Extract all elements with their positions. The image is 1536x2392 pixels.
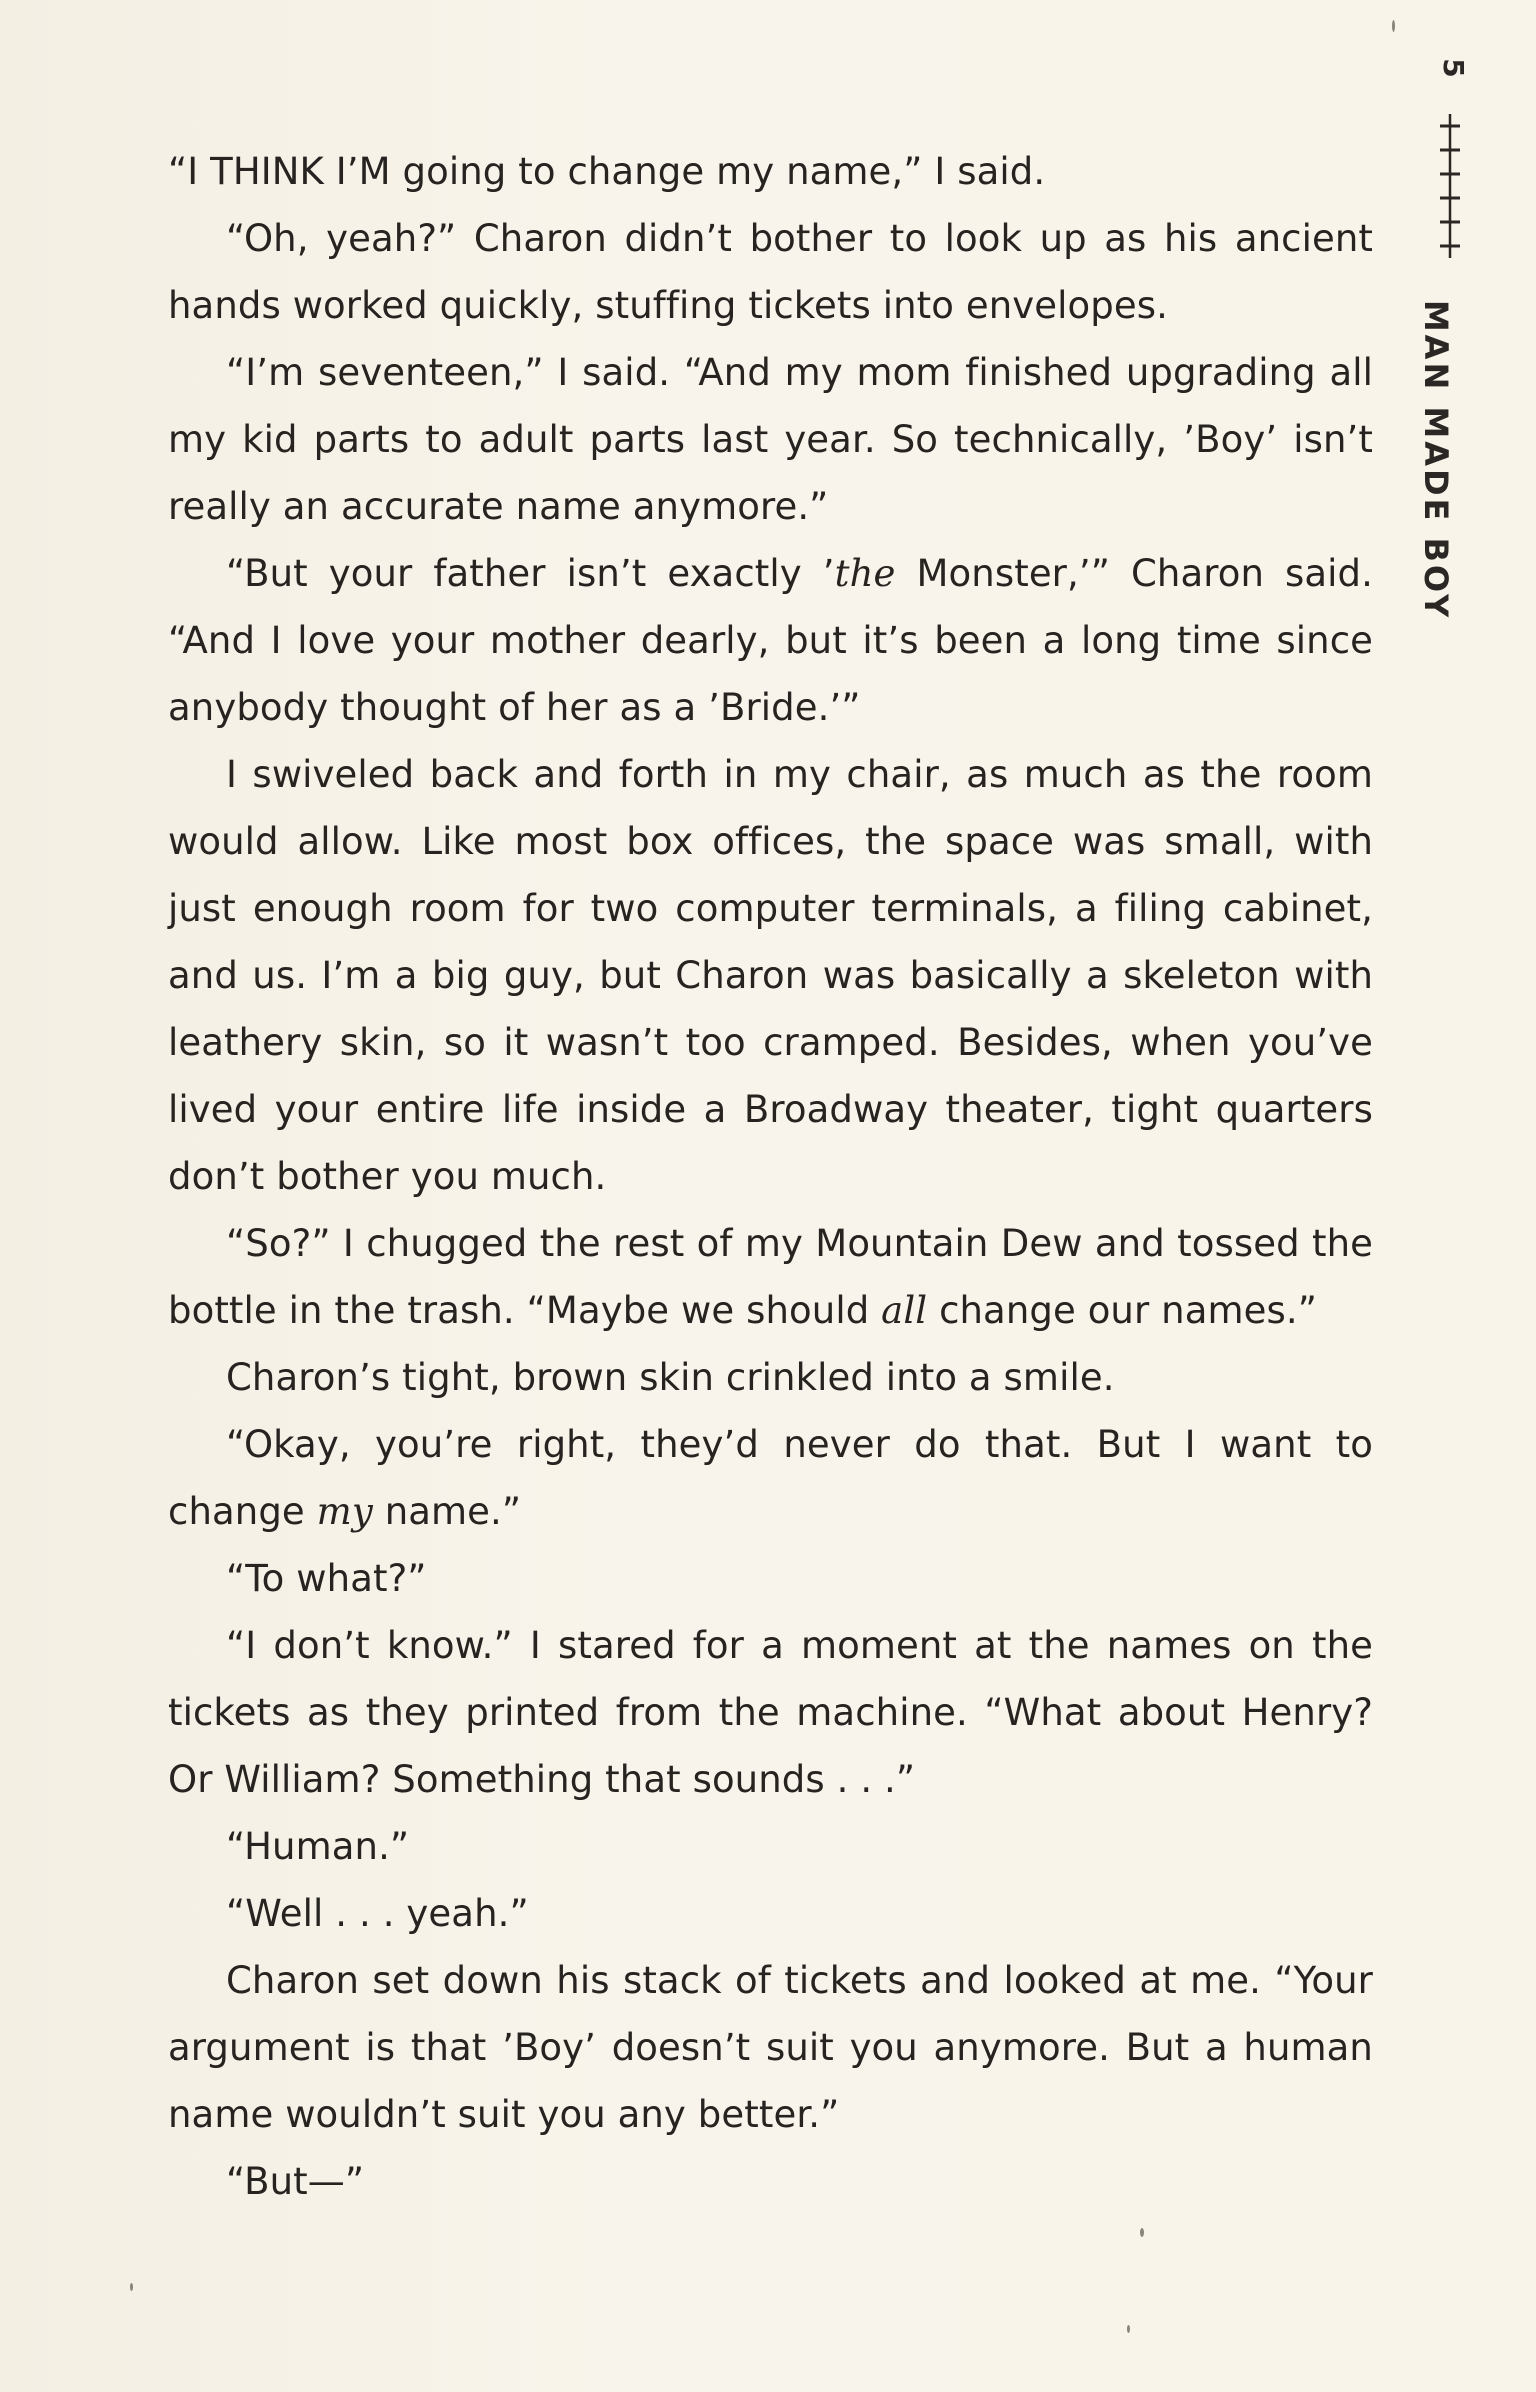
paper-speck [1140, 2228, 1144, 2237]
page-number: 5 [1437, 58, 1470, 78]
paper-speck [130, 2283, 133, 2291]
paragraph-text: change our names.” [927, 1289, 1317, 1332]
ornament-divider-icon [1420, 112, 1480, 260]
paragraph: “Human.” [226, 1825, 410, 1868]
paragraph: “I’m seventeen,” I said. “And my mom finished upgrading all my kid parts to adult parts last year. So technically, ’Boy’ isn’t really an accurate name anymore.” [168, 351, 1373, 528]
paragraph [168, 1210, 1373, 1344]
paper-speck [1127, 2325, 1130, 2333]
running-head-book-title: MAN MADE BOY [1417, 299, 1455, 621]
paragraph: “But—” [226, 2160, 365, 2203]
body-text [168, 138, 1373, 2215]
paragraph-text: name.” [372, 1490, 522, 1533]
paragraph [168, 1411, 1373, 1545]
paragraph: “I THINK I’M going to change my name,” I said. [168, 150, 1046, 193]
paragraph-text: “So?” I chugged the rest of my Mountain Dew and tossed the bottle in the trash. “Maybe we should [168, 1222, 1373, 1332]
paper-speck [1392, 20, 1395, 32]
paragraph: Charon set down his stack of tickets and looked at me. “Your argument is that ’Boy’ doesn’t suit you anymore. But a human name wouldn’t suit you any better.” [168, 1959, 1373, 2136]
paragraph-text: “But your father isn’t exactly ’ [226, 552, 835, 595]
paragraph [168, 540, 1373, 741]
paragraph: “To what?” [226, 1557, 427, 1600]
paragraph: I swiveled back and forth in my chair, as much as the room would allow. Like most box offices, the space was small, with just enough room for two computer terminals, a filing cabinet, and us. I’m a big guy, but Charon was basically a skeleton with leathery skin, so it wasn’t too cramped. Besides, when you’ve lived your entire life inside a Broadway theater, tight quarters don’t bother you much. [168, 753, 1373, 1198]
paragraph: “I don’t know.” I stared for a moment at the names on the tickets as they printed from the machine. “What about Henry? Or William? Something that sounds . . .” [168, 1624, 1373, 1801]
paragraph: “Oh, yeah?” Charon didn’t bother to look up as his ancient hands worked quickly, stuffing tickets into envelopes. [168, 217, 1373, 327]
paragraph-text: Monster,’” Charon said. “And I love your mother dearly, but it’s been a long time since anybody thought of her as a ’Bride.’” [168, 552, 1373, 729]
emphasis: all [881, 1289, 928, 1332]
paragraph: “Well . . . yeah.” [226, 1892, 529, 1935]
emphasis: the [834, 552, 896, 595]
paragraph-text: “Okay, you’re right, they’d never do that. But I want to change [168, 1423, 1373, 1533]
paragraph: Charon’s tight, brown skin crinkled into a smile. [226, 1356, 1115, 1399]
emphasis: my [316, 1490, 373, 1533]
